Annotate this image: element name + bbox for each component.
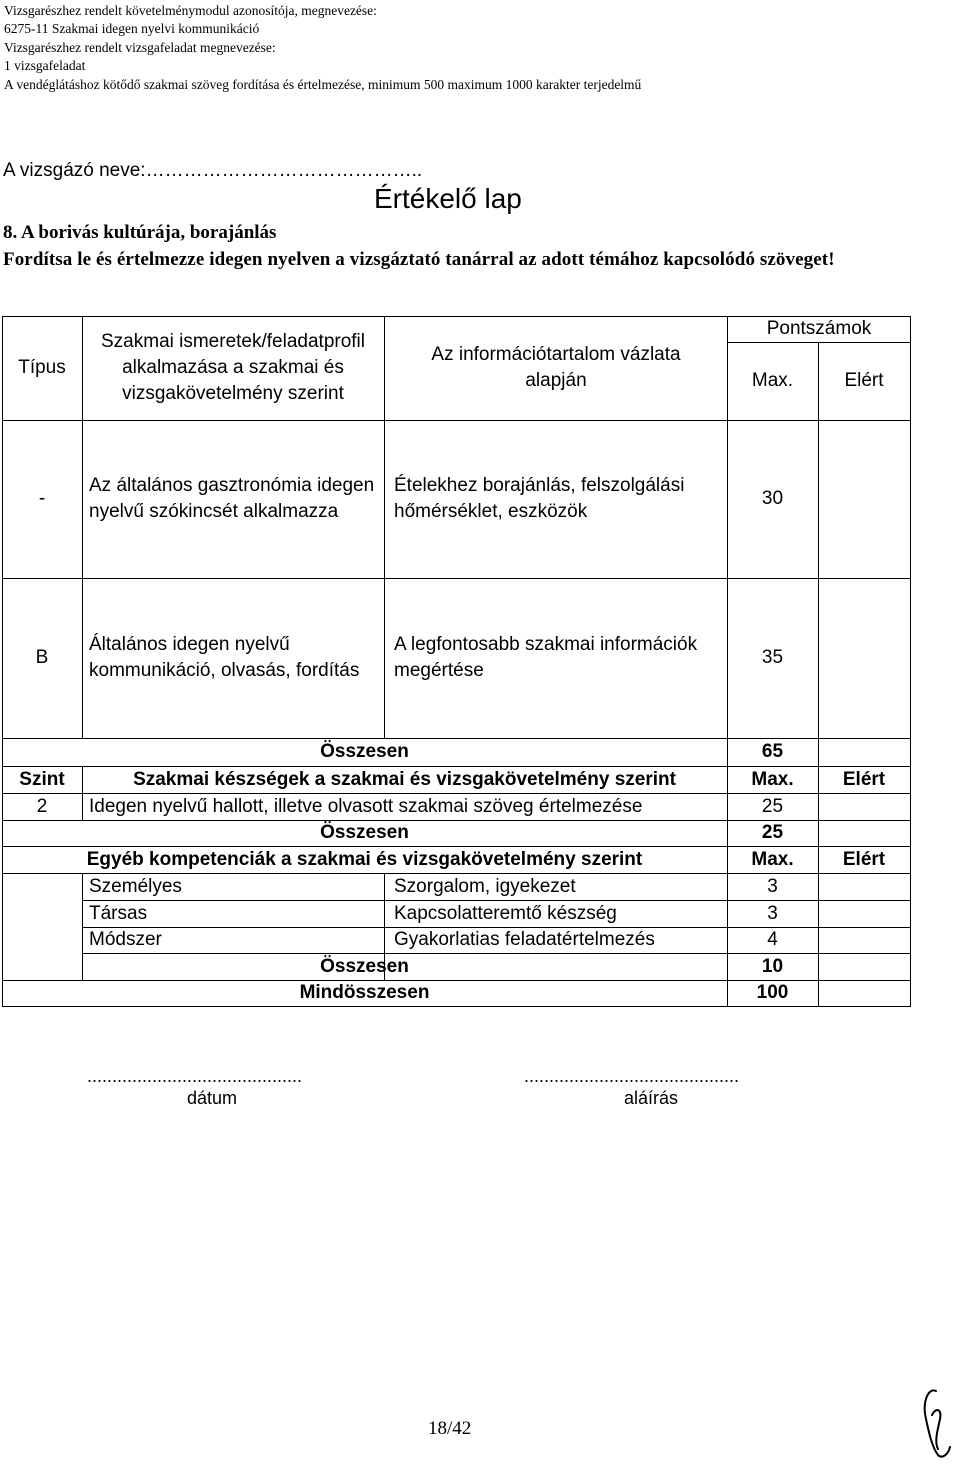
col-header-profile: Szakmai ismeretek/feladatprofil alkalmazása a szakmai és vizsgakövetelmény szerint: [101, 331, 365, 404]
competency-earned[interactable]: [818, 900, 910, 927]
skills-header: Szakmai készségek a szakmai és vizsgakövetelmény szerint: [133, 768, 676, 790]
grand-total-value: 100: [756, 982, 789, 1003]
handwritten-initial-icon: [918, 1385, 958, 1465]
signature-dots: ...........................................: [524, 1066, 740, 1086]
task-title: 8. A borivás kultúrája, borajánlás: [3, 222, 277, 243]
competency-earned[interactable]: [818, 873, 910, 900]
competency-label: Gyakorlatias feladatértelmezés: [394, 929, 655, 950]
competency-label: Kapcsolatteremtő készség: [394, 902, 617, 924]
total-value: 65: [761, 741, 784, 762]
row-profile: Általános idegen nyelvű kommunikáció, olvasás, fordítás: [89, 634, 360, 681]
row-profile: Az általános gasztronómia idegen nyelvű szókincsét alkalmazza: [89, 475, 375, 522]
total-label: Összesen: [320, 741, 409, 762]
header-line: Vizsgarészhez rendelt követelménymodul azonosítója, megnevezése:: [4, 3, 377, 18]
col-header-type: Típus: [18, 357, 66, 378]
skills-earned[interactable]: [818, 793, 910, 820]
page-title: Értékelő lap: [374, 183, 522, 214]
total-value: 10: [761, 955, 784, 977]
page-number: 18/42: [428, 1418, 472, 1439]
header-line: A vendéglátáshoz kötődő szakmai szöveg fordítása és értelmezése, minimum 500 maximum 1000 karakter terjedelmű: [4, 76, 642, 92]
skills-level-header: Szint: [19, 768, 65, 790]
col-header-max: Max.: [751, 370, 794, 391]
competencies-max-header: Max.: [751, 848, 794, 870]
col-header-earned: Elért: [844, 370, 884, 391]
grand-total-label: Mindösszesen: [299, 982, 430, 1003]
competency-earned[interactable]: [818, 927, 910, 953]
candidate-name: A vizsgázó neve:……………………………………..: [3, 160, 423, 181]
skills-max-header: Max.: [751, 768, 794, 790]
signature-label: aláírás: [624, 1088, 679, 1108]
header-line: 1 vizsgafeladat: [4, 58, 86, 74]
row-outline: A legfontosabb szakmai információk megértése: [394, 634, 698, 681]
row-max: 35: [761, 647, 784, 668]
row-earned[interactable]: [818, 578, 910, 738]
row-max: 30: [761, 488, 784, 509]
task-instruction: Fordítsa le és értelmezze idegen nyelven a vizsgáztató tanárral az adott témához kapcsolódó szöveget!: [3, 249, 835, 270]
skills-earned-header: Elért: [842, 768, 886, 790]
competency-max: 3: [767, 875, 778, 897]
skills-level: 2: [36, 795, 48, 817]
total-label: Összesen: [320, 955, 409, 977]
date-label: dátum: [187, 1088, 238, 1108]
skills-max: 25: [761, 795, 784, 817]
row-earned[interactable]: [818, 420, 910, 578]
total-value: 25: [761, 822, 784, 843]
date-dots: ...........................................: [87, 1066, 303, 1086]
total-label: Összesen: [320, 822, 409, 843]
competency-max: 4: [767, 929, 778, 950]
grand-total-earned[interactable]: [818, 980, 910, 1006]
competency-category: Társas: [89, 902, 148, 924]
competency-label: Szorgalom, igyekezet: [394, 875, 576, 897]
row-type: B: [35, 647, 49, 668]
col-header-outline: Az információtartalom vázlata alapján: [431, 344, 681, 391]
competency-category: Módszer: [89, 929, 162, 950]
row-type: -: [38, 488, 46, 509]
competencies-earned-header: Elért: [842, 848, 886, 870]
header-line: 6275-11 Szakmai idegen nyelvi kommunikáció: [4, 21, 260, 37]
col-header-points: Pontszámok: [766, 318, 872, 339]
competency-max: 3: [767, 902, 778, 924]
header-line: Vizsgarészhez rendelt vizsgafeladat megnevezése:: [4, 39, 276, 55]
competency-category: Személyes: [89, 875, 182, 897]
document-header: [4, 2, 641, 94]
row-outline: Ételekhez borajánlás, felszolgálási hőmérséklet, eszközök: [394, 475, 685, 522]
competencies-header: Egyéb kompetenciák a szakmai és vizsgakövetelmény szerint: [86, 848, 643, 870]
skills-label: Idegen nyelvű hallott, illetve olvasott szakmai szöveg értelmezése: [89, 795, 643, 817]
